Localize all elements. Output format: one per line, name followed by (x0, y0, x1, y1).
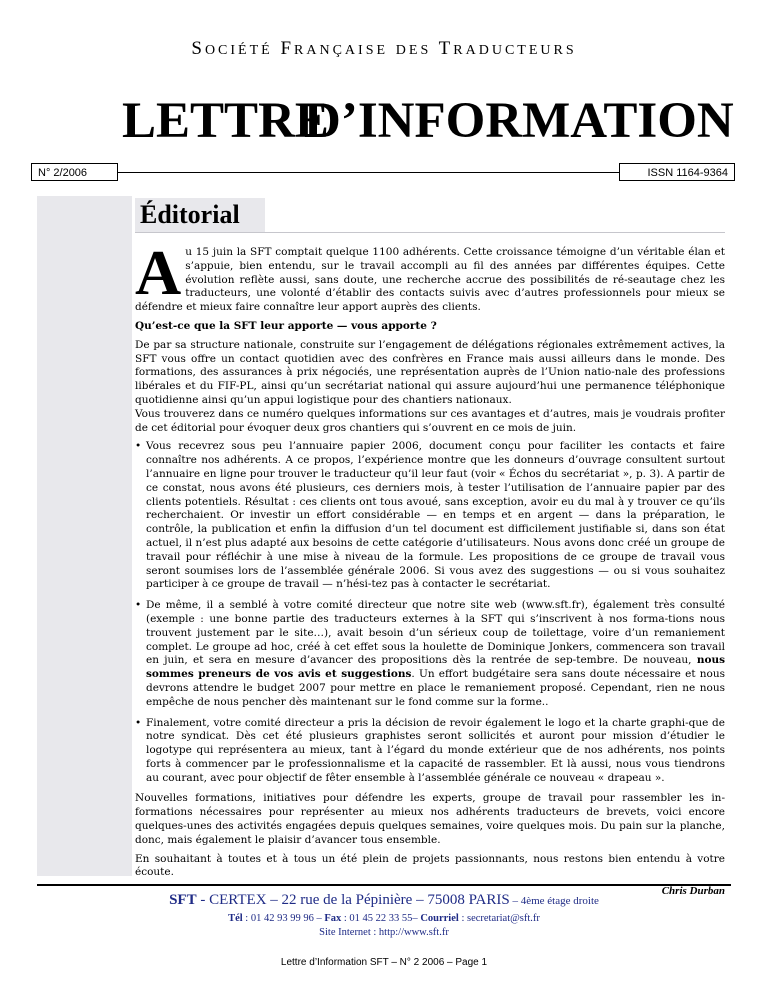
list-item-text: Finalement, votre comité directeur a pris la décision de revoir également le logo et la charte graphi-que de notre syndicat. Dès cet été plusieurs graphistes seront sollicités et auront pour mission d’étudier le logotype qui représentera au mieux, tant à l’égard du monde extérieur que de nos adhérents, nos points forts à commencer par le professionnalisme et la capacité de rassembler. Et là aussi, nous vous tiendrons au courant, avec pour objectif de fêter ensemble à l’assemblée générale ce nouveau « drapeau ». (146, 716, 725, 784)
list-item (135, 440, 725, 592)
list-item-emphasis: nous sommes preneurs de vos avis et suggestions (146, 654, 725, 681)
issue-number: N° 2/2006 (31, 163, 118, 181)
intro-paragraph (135, 237, 725, 315)
bullet-list (135, 440, 725, 785)
org-initial-1: S (191, 38, 205, 59)
list-item-text: De même, il a semblé à votre comité directeur que notre site web (www.sft.fr), également très consulté (exemple : une bonne partie des traducteurs externes à la SFT qui s’inscrivent à nos forma-tions nous trouvent justement par le site…), avait besoin d’un sérieux coup de toilettage, voire d’un remaniement complet. Le groupe ad hoc, créé à cet effet sous la houlette de Dominique Jonkers, commencera son travail en juin, et sera en mesure d’avancer des propositions dès la rentrée de sep-tembre. De nouveau, (146, 599, 725, 667)
list-item-text: Vous recevrez sous peu l’annuaire papier 2006, document conçu pour faciliter les contacts et faire connaître nos adhérents. A ce propos, l’expérience montre que les donneurs d’ouvrage consultent surtout l’annuaire en ligne pour trouver le traducteur qu’il leur faut (voir « Échos du secrétariat », p. 3). A partir de ce constat, nous avons été plusieurs, ces derniers mois, à tester l’utilisation de l’annuaire papier par des clients potentiels. Résultat : ces clients ont tous avoué, sans exception, avoir eu du mal à y trouver ce qu’ils recherchaient. Or investir un effort considérable — en temps et en argent — dans la préparation, le contrôle, la publication et enfin la diffusion d’un tel document est difficilement justifiable si, dans son état actuel, il n’est plus adapté aux besoins de cette catégorie d’utilisateurs. Nous avons donc créé un groupe de travail pour réfléchir à une mise à niveau de la formule. Les propositions de ce groupe de travail vous seront soumises lors de l’assemblée générale 2006. Si vous avez des suggestions — ou si vous souhaitez participer à ce groupe de travail — n’hési-tez pas à contacter le secrétariat. (146, 440, 725, 591)
tel-value: : 01 42 93 99 96 – (242, 913, 325, 924)
intro-text: u 15 juin la SFT comptait quelque 1100 adhérents. Cette croissance témoigne d’un véritable élan et s’appuie, bien entendu, sur le travail accompli au fil des années par différentes équipes. Cette évolution reflète aussi, sans doute, une recherche accrue des possibilités de ré-seautage chez les traducteurs, une volonté d’établir des contacts suivis avec d’autres professionnels pour mieux se défendre et mieux faire connaître leur apport auprès des clients. (135, 246, 725, 314)
footer-floor: – 4ème étage droite (509, 895, 599, 907)
footer-address (0, 892, 768, 909)
list-item (135, 599, 725, 709)
subheading: Qu’est-ce que la SFT leur apporte — vous apporte ? (135, 319, 437, 332)
bullet-icon: • (135, 716, 142, 729)
paragraph-2: Vous trouverez dans ce numéro quelques informations sur ces avantages et d’autres, mais je voudrais profiter de cet éditorial pour évoquer deux gros chantiers qui s’ouvrent en ce mois de juin. (135, 407, 725, 434)
bullet-icon: • (135, 599, 142, 612)
organization-name (0, 38, 768, 60)
fax-label: Fax (324, 913, 342, 924)
org-word-des: DES (395, 43, 432, 58)
list-item (135, 717, 725, 786)
footer-website: Site Internet : http://www.sft.fr (319, 927, 449, 938)
editorial-body (135, 237, 725, 899)
footer-street: - CERTEX – 22 rue de la Pépinière – 75008 PARIS (196, 892, 510, 908)
org-initial-2: F (280, 38, 295, 59)
org-word-2: RANÇAISE (294, 43, 389, 58)
list-item-text: . Un effort budgétaire sera sans doute nécessaire et nous devrons attendre le budget 2007 pour mettre en place le remaniement proposé. Cependant, rien ne nous empêche de nous pencher dès maintenant sur le fond comme sur la forme.. (146, 668, 725, 708)
title-word-lettre: LETTRE (122, 93, 329, 149)
paragraph-1: De par sa structure nationale, construite sur l’engagement de délégations régionales extrêmement actives, la SFT vous offre un contact quotidien avec des confrères en France mais aussi ailleurs dans le monde. Des formations, des assurances à prix négociés, une représentation auprès de l’Union natio-nale des professions libérales et du FIF-PL, ainsi qu’un secrétariat national qui assure aujourd’hui une permanence téléphonique quotidienne ainsi qu’un appui logistique pour des chantiers nationaux. (135, 338, 725, 406)
footer-divider (37, 884, 731, 886)
footer-contacts (0, 913, 768, 924)
drop-cap: A (135, 237, 182, 308)
org-word-1: OCIÉTÉ (204, 43, 273, 58)
paragraph-4: En souhaitant à toutes et à tous un été plein de projets passionnants, nous restons bien entendu à votre écoute. (135, 852, 725, 879)
fax-value: : 01 45 22 33 55– (341, 913, 421, 924)
mail-label: Courriel (420, 913, 459, 924)
org-initial-3: T (438, 38, 454, 59)
issn-number: ISSN 1164-9364 (619, 163, 735, 181)
bullet-icon: • (135, 440, 142, 453)
mail-value: : secretariat@sft.fr (458, 913, 540, 924)
left-sidebar-band (37, 196, 132, 876)
section-divider (135, 232, 725, 233)
signature: Chris Durban (661, 885, 725, 898)
issue-divider (118, 172, 619, 173)
title-word-information: D’INFORMATION (304, 93, 734, 149)
tel-label: Tél (228, 913, 243, 924)
paragraph-3: Nouvelles formations, initiatives pour défendre les experts, groupe de travail pour rassembler les in-formations nécessaires pour représenter au mieux nos adhérents traducteurs de brevets, voici encore quelques-unes des activités engagées depuis quelques semaines, voire quelques mois. Du pain sur la planche, donc, mais également le plaisir d’avancer tous ensemble. (135, 792, 725, 846)
page-footer: Lettre d’Information SFT – N° 2 2006 – Page 1 (280, 957, 488, 968)
section-title: Éditorial (135, 198, 265, 232)
footer-org: SFT (169, 892, 197, 908)
org-word-3: RADUCTEURS (453, 43, 577, 58)
